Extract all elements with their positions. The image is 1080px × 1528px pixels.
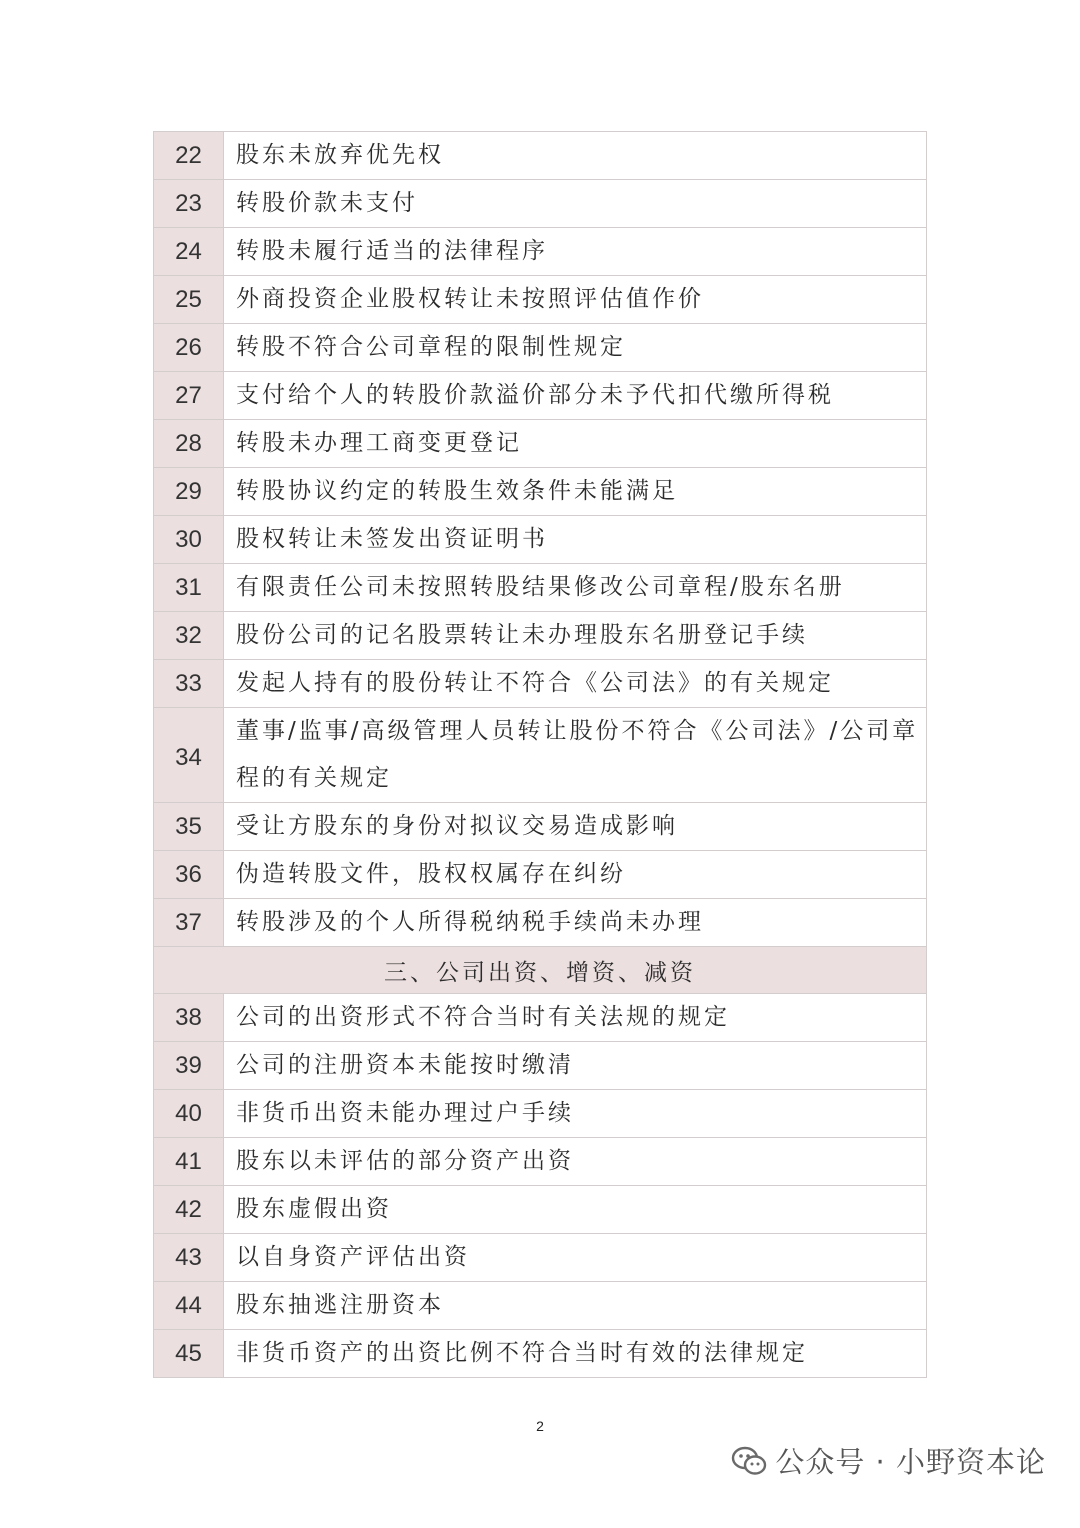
item-text: 转股协议约定的转股生效条件未能满足 xyxy=(224,468,927,516)
table-row xyxy=(154,851,927,899)
watermark xyxy=(731,1440,1046,1481)
item-number: 43 xyxy=(154,1234,224,1282)
table-row xyxy=(154,468,927,516)
item-text: 转股涉及的个人所得税纳税手续尚未办理 xyxy=(224,899,927,947)
item-number: 40 xyxy=(154,1090,224,1138)
section-heading: 三、公司出资、增资、减资 xyxy=(154,947,927,994)
item-number: 27 xyxy=(154,372,224,420)
item-number: 38 xyxy=(154,994,224,1042)
table-row xyxy=(154,564,927,612)
item-number: 33 xyxy=(154,660,224,708)
table-row xyxy=(154,708,927,803)
table-row xyxy=(154,372,927,420)
item-text: 非货币出资未能办理过户手续 xyxy=(224,1090,927,1138)
table-row xyxy=(154,1282,927,1330)
item-number: 30 xyxy=(154,516,224,564)
table-row xyxy=(154,180,927,228)
wechat-official-account-icon xyxy=(731,1446,767,1476)
table-row xyxy=(154,994,927,1042)
table-row xyxy=(154,1234,927,1282)
item-number: 44 xyxy=(154,1282,224,1330)
table-row xyxy=(154,612,927,660)
item-number: 45 xyxy=(154,1330,224,1378)
item-text: 股东以未评估的部分资产出资 xyxy=(224,1138,927,1186)
table-row xyxy=(154,516,927,564)
table-row xyxy=(154,1090,927,1138)
item-text: 公司的出资形式不符合当时有关法规的规定 xyxy=(224,994,927,1042)
table-row xyxy=(154,899,927,947)
item-text: 伪造转股文件，股权权属存在纠纷 xyxy=(224,851,927,899)
table-row xyxy=(154,1042,927,1090)
item-text: 非货币资产的出资比例不符合当时有效的法律规定 xyxy=(224,1330,927,1378)
item-text: 股东抽逃注册资本 xyxy=(224,1282,927,1330)
item-text: 董事/监事/高级管理人员转让股份不符合《公司法》/公司章程的有关规定 xyxy=(224,708,927,803)
table-row xyxy=(154,1138,927,1186)
item-number: 34 xyxy=(154,708,224,803)
table-row xyxy=(154,276,927,324)
item-text: 外商投资企业股权转让未按照评估值作价 xyxy=(224,276,927,324)
item-text: 以自身资产评估出资 xyxy=(224,1234,927,1282)
table-row xyxy=(154,660,927,708)
table-row xyxy=(154,1186,927,1234)
table-row xyxy=(154,420,927,468)
item-number: 36 xyxy=(154,851,224,899)
table-row xyxy=(154,1330,927,1378)
item-text: 转股不符合公司章程的限制性规定 xyxy=(224,324,927,372)
item-text: 转股未履行适当的法律程序 xyxy=(224,228,927,276)
item-text: 转股价款未支付 xyxy=(224,180,927,228)
item-text: 支付给个人的转股价款溢价部分未予代扣代缴所得税 xyxy=(224,372,927,420)
watermark-text: 公众号 · 小野资本论 xyxy=(775,1445,1046,1479)
item-number: 35 xyxy=(154,803,224,851)
item-number: 29 xyxy=(154,468,224,516)
item-text: 发起人持有的股份转让不符合《公司法》的有关规定 xyxy=(224,660,927,708)
item-text: 有限责任公司未按照转股结果修改公司章程/股东名册 xyxy=(224,564,927,612)
item-number: 26 xyxy=(154,324,224,372)
table-row xyxy=(154,132,927,180)
risk-items-table xyxy=(153,131,927,1378)
table-row xyxy=(154,803,927,851)
item-number: 24 xyxy=(154,228,224,276)
item-text: 受让方股东的身份对拟议交易造成影响 xyxy=(224,803,927,851)
item-number: 39 xyxy=(154,1042,224,1090)
item-number: 42 xyxy=(154,1186,224,1234)
item-number: 23 xyxy=(154,180,224,228)
item-number: 28 xyxy=(154,420,224,468)
item-number: 32 xyxy=(154,612,224,660)
table-row xyxy=(154,228,927,276)
item-text: 公司的注册资本未能按时缴清 xyxy=(224,1042,927,1090)
item-number: 22 xyxy=(154,132,224,180)
item-text: 股权转让未签发出资证明书 xyxy=(224,516,927,564)
item-text: 转股未办理工商变更登记 xyxy=(224,420,927,468)
item-number: 37 xyxy=(154,899,224,947)
section-heading-row xyxy=(154,947,927,994)
item-text: 股东虚假出资 xyxy=(224,1186,927,1234)
item-number: 41 xyxy=(154,1138,224,1186)
item-text: 股份公司的记名股票转让未办理股东名册登记手续 xyxy=(224,612,927,660)
item-number: 31 xyxy=(154,564,224,612)
table-row xyxy=(154,324,927,372)
page-number: 2 xyxy=(536,1418,544,1434)
item-text: 股东未放弃优先权 xyxy=(224,132,927,180)
item-number: 25 xyxy=(154,276,224,324)
